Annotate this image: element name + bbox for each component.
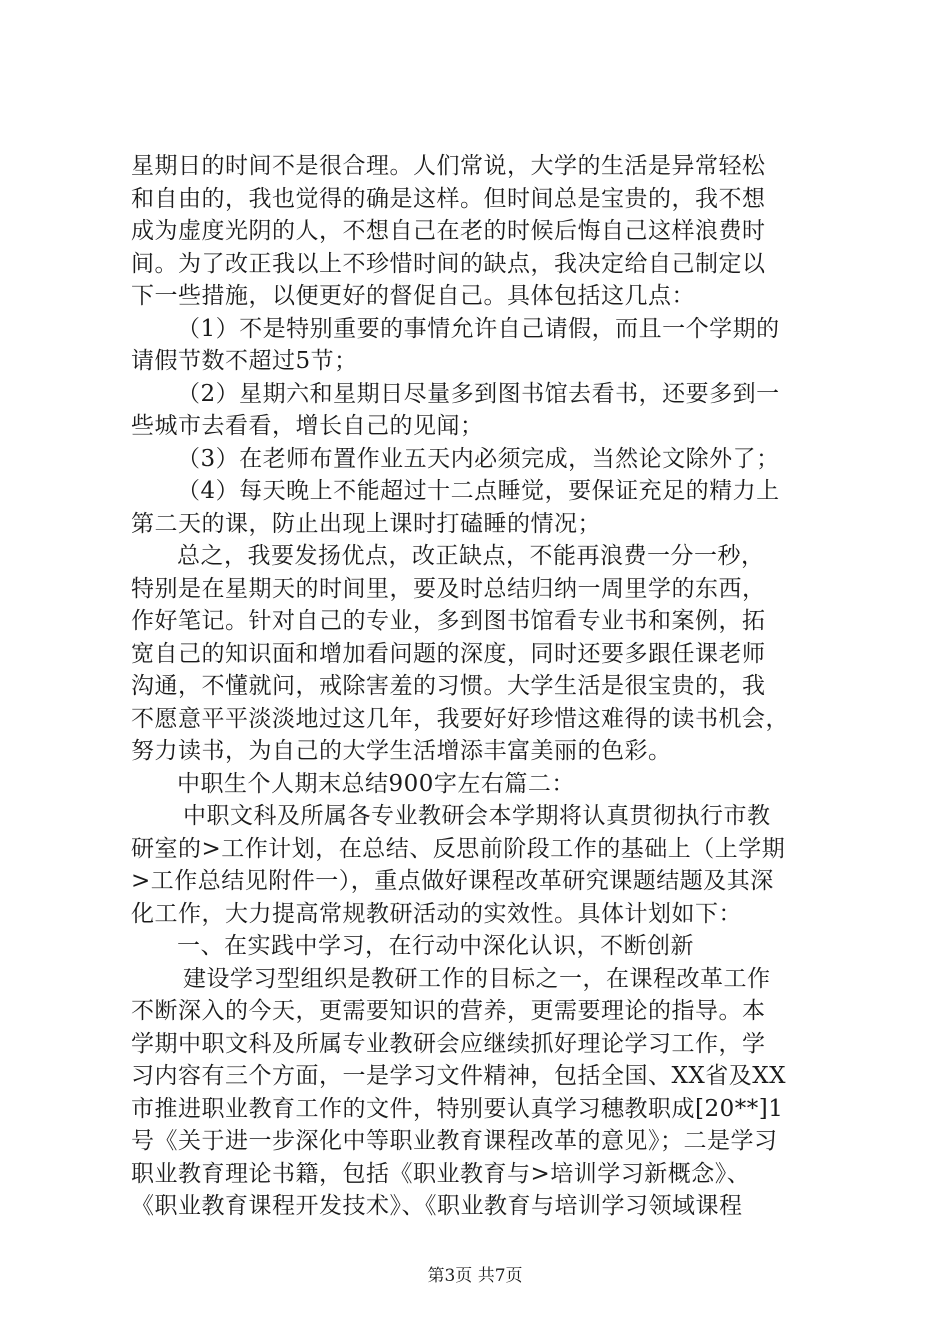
text-line: 《职业教育课程开发技术》、《职业教育与培训学习领域课程 (131, 1193, 743, 1219)
page-number: 第3页 共7页 (427, 1266, 523, 1286)
paragraph-start: 总之，我要发扬优点，改正缺点，不能再浪费一分一秒， (177, 543, 765, 569)
text-line: 作好笔记。针对自己的专业，多到图书馆看专业书和案例，拓 (131, 608, 766, 634)
list-item-1: （1）不是特别重要的事情允许自己请假，而且一个学期的 (177, 315, 780, 342)
list-item-3: （3）在老师布置作业五天内必须完成，当然论文除外了； (177, 445, 780, 472)
text-line: 第二天的课，防止出现上课时打磕睡的情况； (131, 510, 601, 537)
text-line: 成为虚度光阴的人，不想自己在老的时候后悔自己这样浪费时 (131, 218, 766, 244)
text-line: 号《关于进一步深化中等职业教育课程改革的意见》；二是学习 (131, 1128, 778, 1154)
text-line: 间。为了改正我以上不珍惜时间的缺点，我决定给自己制定以 (131, 250, 766, 277)
text-line: 星期日的时间不是很合理。人们常说，大学的生活是异常轻松 (131, 153, 766, 179)
text-line: 学期中职文科及所属专业教研会应继续抓好理论学习工作，学 (131, 1030, 766, 1057)
text-line: 不愿意平平淡淡地过这几年，我要好好珍惜这难得的读书机会， (131, 705, 789, 732)
text-line: 宽自己的知识面和增加看问题的深度，同时还要多跟任课老师 (131, 640, 766, 667)
text-line: 职业教育理论书籍，包括《职业教育与>培训学习新概念》、 (131, 1160, 751, 1187)
text-line: 习内容有三个方面，一是学习文件精神，包括全国、XX省及XX (131, 1063, 786, 1089)
text-line: 特别是在星期天的时间里，要及时总结归纳一周里学的东西， (131, 575, 766, 602)
paragraph-start: 中职文科及所属各专业教研会本学期将认真贯彻执行市教 (183, 803, 771, 829)
text-line: 化工作，大力提高常规教研活动的实效性。具体计划如下： (131, 900, 742, 927)
paragraph-start: 建设学习型组织是教研工作的目标之一，在课程改革工作 (183, 965, 771, 992)
text-line: 市推进职业教育工作的文件，特别要认真学习穗教职成[20**]1 (131, 1095, 784, 1122)
document-body (131, 150, 831, 1223)
text-line: 沟通，不懂就问，戒除害羞的习惯。大学生活是很宝贵的，我 (131, 673, 766, 699)
text-line: 不断深入的今天，更需要知识的营养，更需要理论的指导。本 (131, 998, 766, 1024)
page-footer (0, 1264, 950, 1288)
text-line: 和自由的，我也觉得的确是这样。但时间总是宝贵的，我不想 (131, 185, 766, 212)
list-item-4: （4）每天晚上不能超过十二点睡觉，要保证充足的精力上 (177, 478, 780, 504)
text-line: 下一些措施，以便更好的督促自己。具体包括这几点： (131, 283, 695, 309)
section-heading: 中职生个人期末总结900字左右篇二： (177, 770, 575, 797)
text-line: 研室的>工作计划，在总结、反思前阶段工作的基础上（上学期 (131, 835, 786, 862)
subsection-heading: 一、在实践中学习，在行动中深化认识，不断创新 (177, 933, 694, 959)
text-line: 请假节数不超过5节； (131, 348, 358, 374)
text-line: 些城市去看看，增长自己的见闻； (131, 413, 484, 439)
text-line: >工作总结见附件一），重点做好课程改革研究课题结题及其深 (131, 868, 774, 894)
text-line: 努力读书，为自己的大学生活增添丰富美丽的色彩。 (131, 738, 672, 764)
list-item-2: （2）星期六和星期日尽量多到图书馆去看书，还要多到一 (177, 380, 780, 407)
